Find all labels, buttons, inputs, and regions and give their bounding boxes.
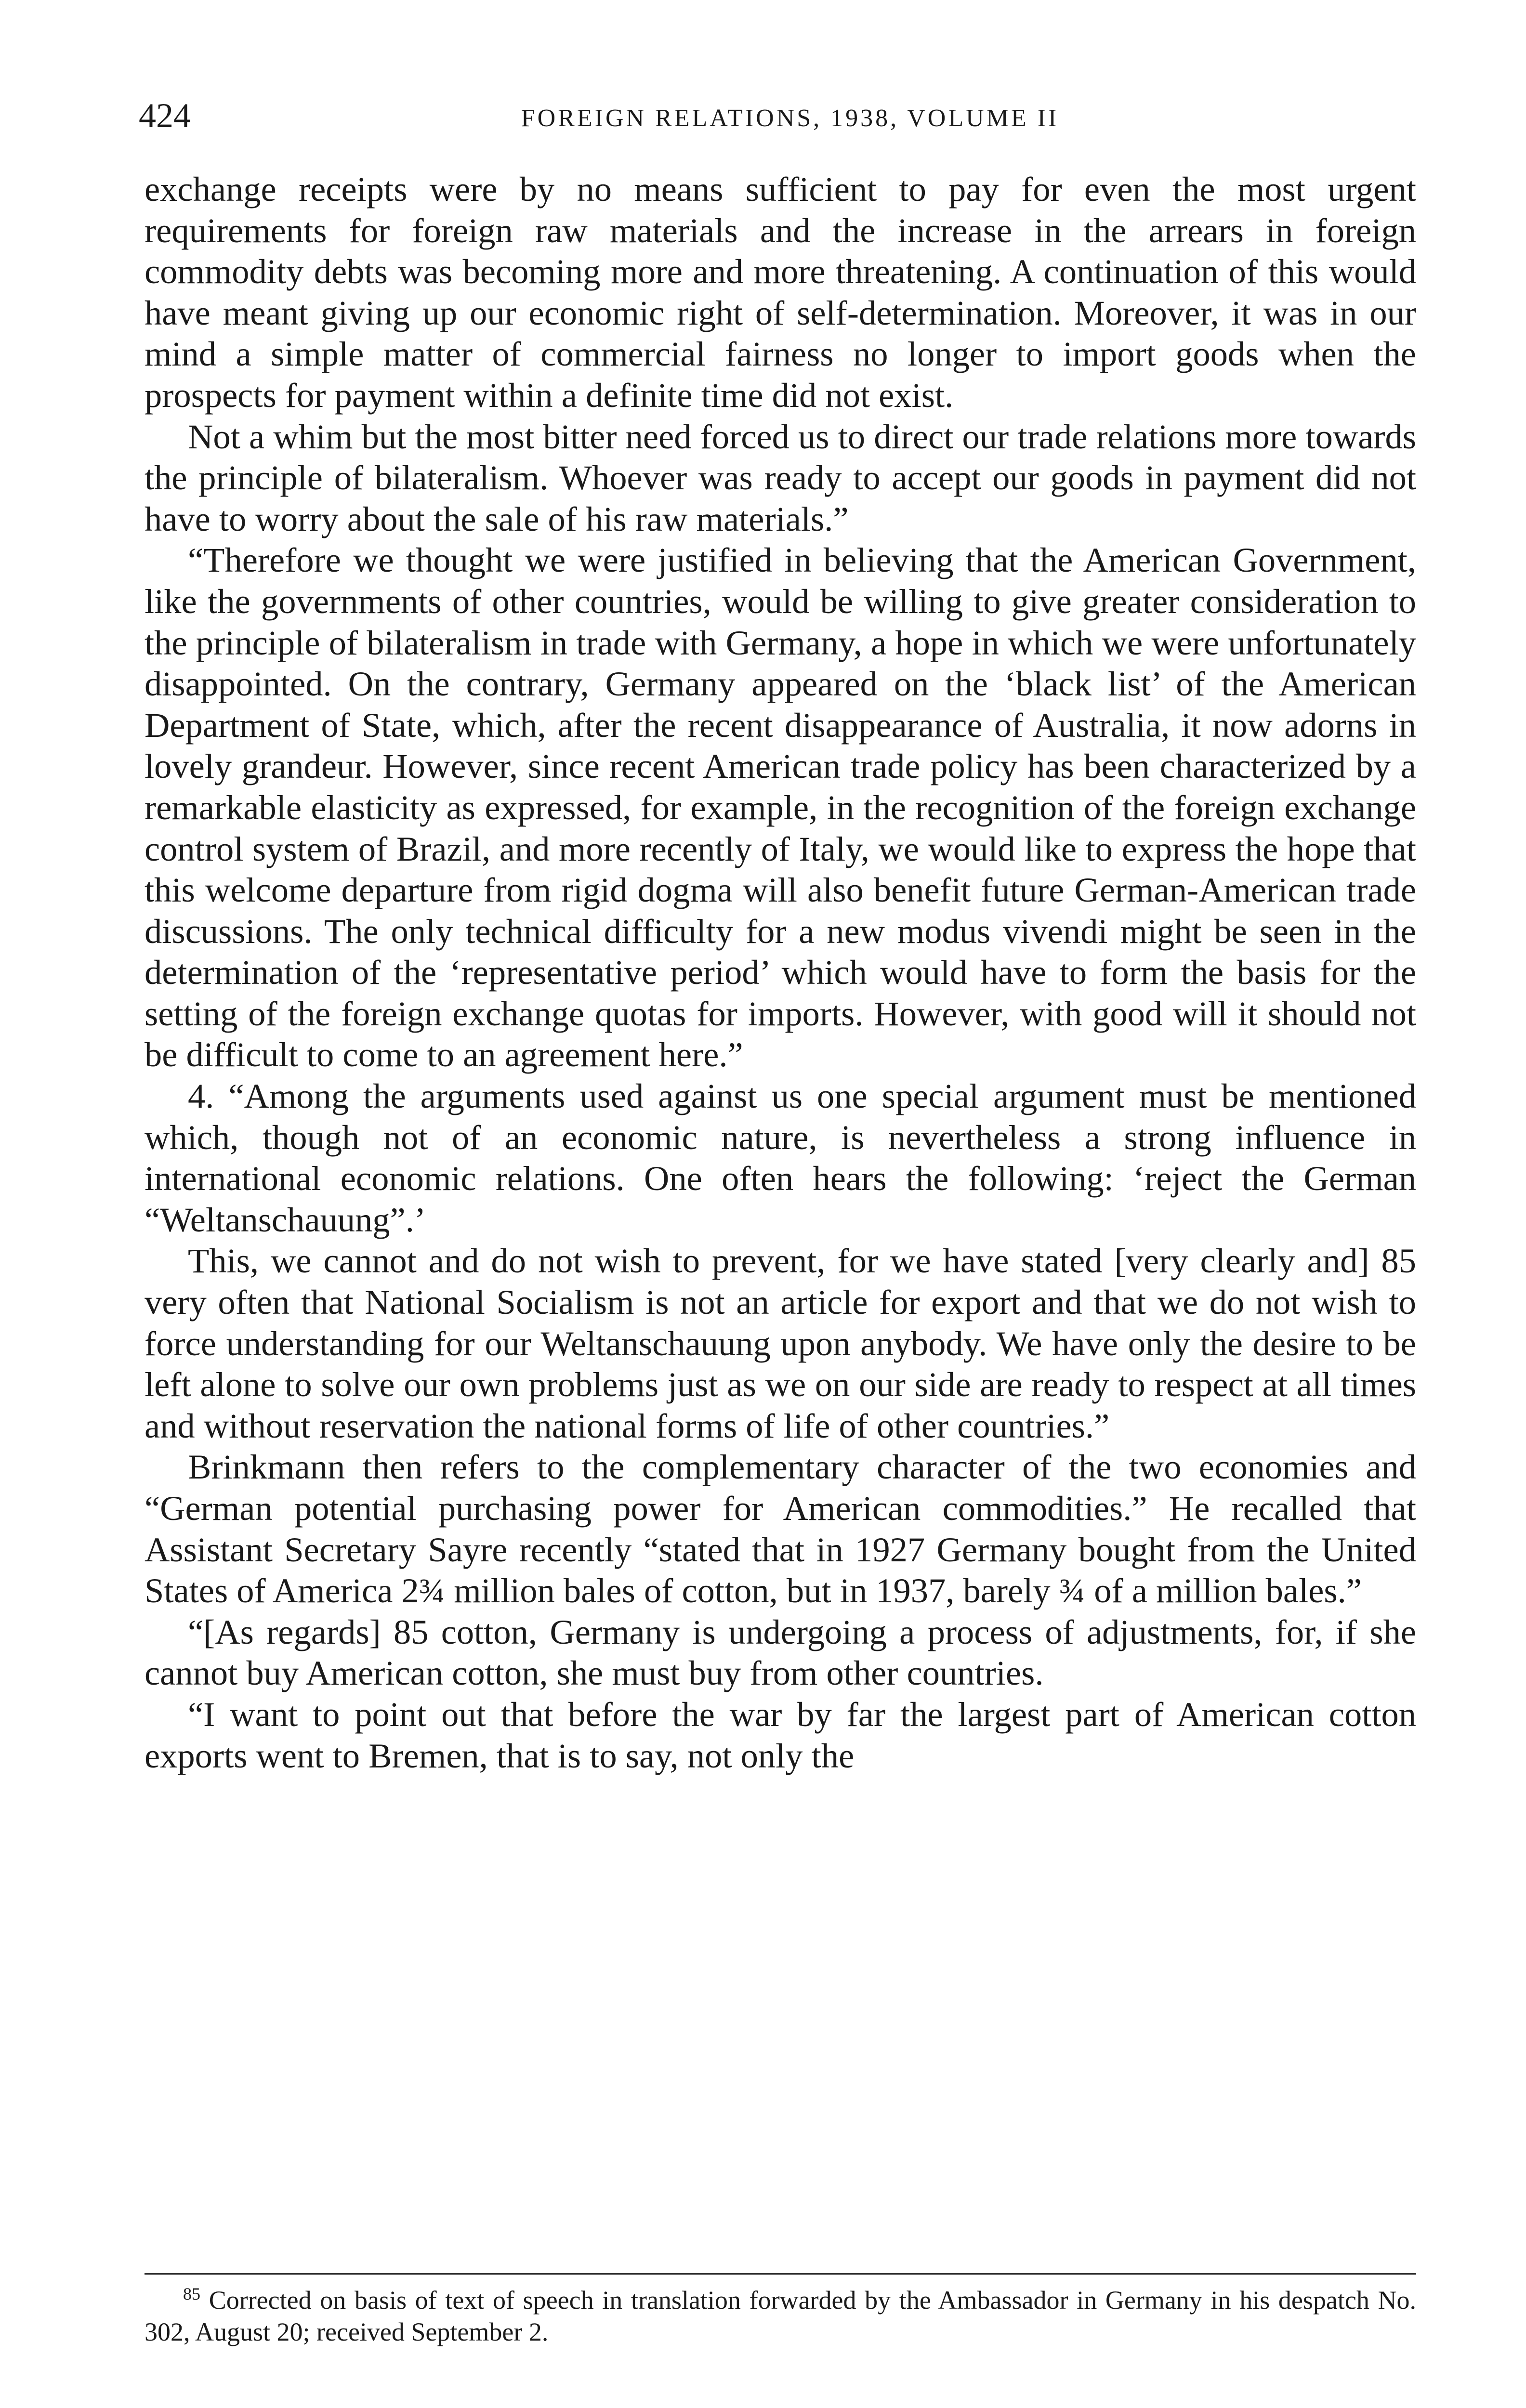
footnote-number: 85 <box>183 2284 200 2303</box>
footnote-text: Corrected on basis of text of speech in translation forwarded by the Ambassador in Germany in his despatch No. 302, August 20; received September 2. <box>145 2286 1417 2346</box>
footnotes <box>145 2273 1416 2348</box>
paragraph: Brinkmann then refers to the complementary character of the two economies and “German potential purchasing power for American commodities.” He recalled that Assistant Secretary Sayre recently “stated that in 1927 Germany bought from the United States of America 2¾ million bales of cotton, but in 1937, barely ¾ of a million bales.” <box>145 1447 1416 1610</box>
running-title: FOREIGN RELATIONS, 1938, VOLUME II <box>521 105 1059 132</box>
paragraph: “Therefore we thought we were justified in believing that the American Government, like the governments of other countries, would be willing to give greater consideration to the principle of bilateralism in trade with Germany, a hope in which we were unfortunately disappointed. On the contrary, Germany appeared on the ‘black list’ of the American Department of State, which, after the recent disappearance of Australia, it now adorns in lovely grandeur. However, since recent American trade policy has been characterized by a remarkable elasticity as expressed, for example, in the recognition of the foreign exchange control system of Brazil, and more recently of Italy, we would like to express the hope that this welcome departure from rigid dogma will also benefit future German-American trade discussions. The only technical difficulty for a new modus vivendi might be seen in the determination of the ‘representative period’ which would have to form the basis for the setting of the foreign exchange quotas for imports. However, with good will it should not be difficult to come to an agreement here.” <box>145 540 1416 1074</box>
page <box>139 92 1416 1776</box>
paragraph: This, we cannot and do not wish to prevent, for we have stated [very clearly and] 85 very often that National Socialism is not an article for export and that we do not wish to force understanding for our Weltanschauung upon anybody. We have only the desire to be left alone to solve our own problems just as we on our side are ready to respect at all times and without reservation the national forms of life of other countries.” <box>145 1241 1416 1445</box>
footnote-text-block <box>145 2284 1416 2348</box>
page-number: 424 <box>139 96 191 135</box>
paragraph: “I want to point out that before the war by far the largest part of American cotton exports went to Bremen, that is to say, not only the <box>145 1694 1416 1775</box>
paragraph: 4. “Among the arguments used against us one special argument must be mentioned which, though not of an economic nature, is nevertheless a strong influence in international economic relations. One often hears the following: ‘reject the German “Weltanschauung”.’ <box>145 1076 1416 1239</box>
running-head <box>139 92 1416 144</box>
paragraph: exchange receipts were by no means sufficient to pay for even the most urgent requirements for foreign raw materials and the increase in the arrears in foreign commodity debts was becoming more and more threatening. A continuation of this would have meant giving up our economic right of self-determination. Moreover, it was in our mind a simple matter of commercial fairness no longer to import goods when the prospects for payment within a definite time did not exist. <box>145 170 1416 415</box>
paragraph: “[As regards] 85 cotton, Germany is undergoing a process of adjustments, for, if she cannot buy American cotton, she must buy from other countries. <box>145 1612 1416 1693</box>
body-text <box>145 169 1416 1776</box>
footnote <box>145 2284 1416 2348</box>
paragraph: Not a whim but the most bitter need forced us to direct our trade relations more towards the principle of bilateralism. Whoever was ready to accept our goods in payment did not have to worry about the sale of his raw materials.” <box>145 417 1416 538</box>
